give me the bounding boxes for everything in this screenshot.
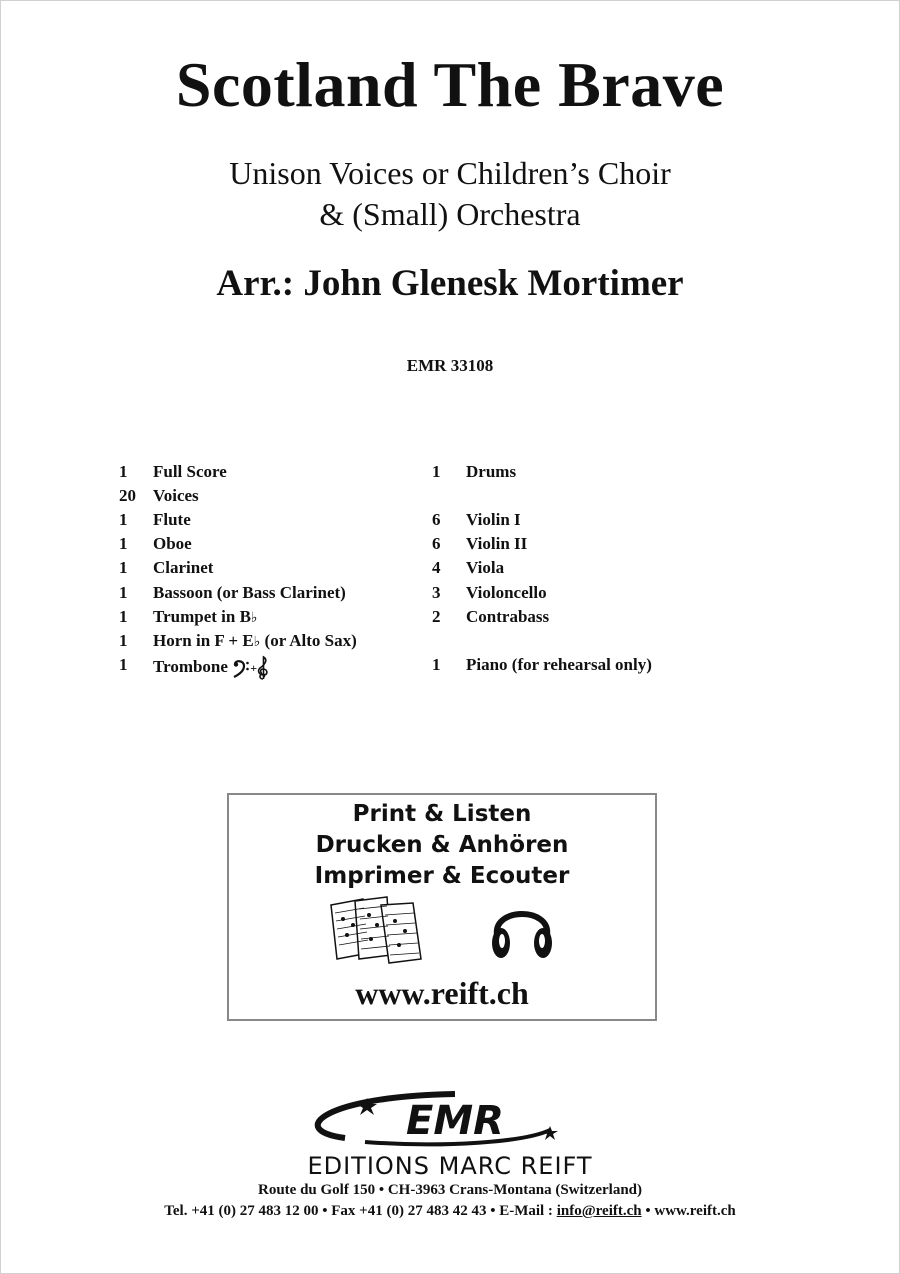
instrument-qty: 1 [119,583,128,602]
promo-url: www.reift.ch [355,975,529,1011]
instrument-name: Full Score [153,462,227,481]
instrument-qty: 1 [119,558,128,577]
instrument-name-suffix: (or Alto Sax) [260,631,357,650]
instrument-name: Viola [466,558,505,577]
publisher-contact [0,1203,900,1220]
publisher-address: Route du Golf 150 • CH-3963 Crans-Montana (Switzerland) [258,1182,642,1198]
subtitle-line-1: Unison Voices or Children’s Choir [229,155,671,191]
instrument-name: Drums [466,462,517,481]
treble-clef-icon [257,655,269,681]
catalog-code: EMR 33108 [406,356,494,375]
instrument-name [153,631,357,651]
flat-sign: ♭ [253,635,261,650]
emr-logo [305,1090,595,1148]
instrument-name: Voices [153,486,199,505]
promo-line-french: Imprimer & Ecouter [314,863,570,889]
instrument-qty: 1 [119,631,128,650]
instrument-qty: 1 [432,655,441,674]
email-link[interactable]: info@reift.ch [556,1203,642,1219]
bass-clef-icon [232,658,250,678]
instrument-name [153,607,258,627]
instrument-name: Violin I [466,510,521,529]
instrument-name [153,655,269,681]
instrument-name: Violoncello [466,583,547,602]
instrument-qty: 6 [432,510,441,529]
subtitle-line-2: & (Small) Orchestra [319,196,581,232]
clef-plus: + [250,660,258,675]
instrument-qty: 2 [432,607,441,626]
instrument-name: Clarinet [153,558,214,577]
flat-sign: ♭ [250,611,258,626]
instrument-name: Bassoon (or Bass Clarinet) [153,583,346,602]
publisher-name: EDITIONS MARC REIFT [307,1152,593,1180]
print-listen-box [227,793,657,1021]
instrument-qty: 4 [432,558,441,577]
instrument-name: Flute [153,510,191,529]
instrument-qty: 1 [119,510,128,529]
arranger: Arr.: John Glenesk Mortimer [216,263,684,304]
headphones-icon [487,895,557,963]
logo-text: EMR [406,1098,504,1144]
instrument-qty: 6 [432,534,441,553]
instrument-name: Violin II [466,534,528,553]
instrument-qty: 1 [119,462,128,481]
sheet-music-icon [329,895,424,967]
contact-phone-fax: Tel. +41 (0) 27 483 12 00 • Fax +41 (0) 27 483 42 43 • E-Mail : [164,1203,557,1219]
page-title: Scotland The Brave [175,49,725,120]
instrument-qty: 1 [119,607,128,626]
promo-line-english: Print & Listen [352,801,532,827]
instrument-name-text: Trombone [153,656,233,676]
instrument-qty: 1 [432,462,441,481]
instrument-name: Piano (for rehearsal only) [466,655,652,674]
instrument-name: Oboe [153,534,192,553]
instrument-name-text: Trumpet in B [153,607,251,626]
contact-website: • www.reift.ch [641,1203,736,1219]
instrument-qty: 20 [119,486,136,505]
instrument-name-text: Horn in F + E [153,631,254,650]
promo-line-german: Drucken & Anhören [315,832,569,858]
instrument-qty: 1 [119,655,128,674]
instrument-qty: 1 [119,534,128,553]
instrument-qty: 3 [432,583,441,602]
instrument-name: Contrabass [466,607,550,626]
